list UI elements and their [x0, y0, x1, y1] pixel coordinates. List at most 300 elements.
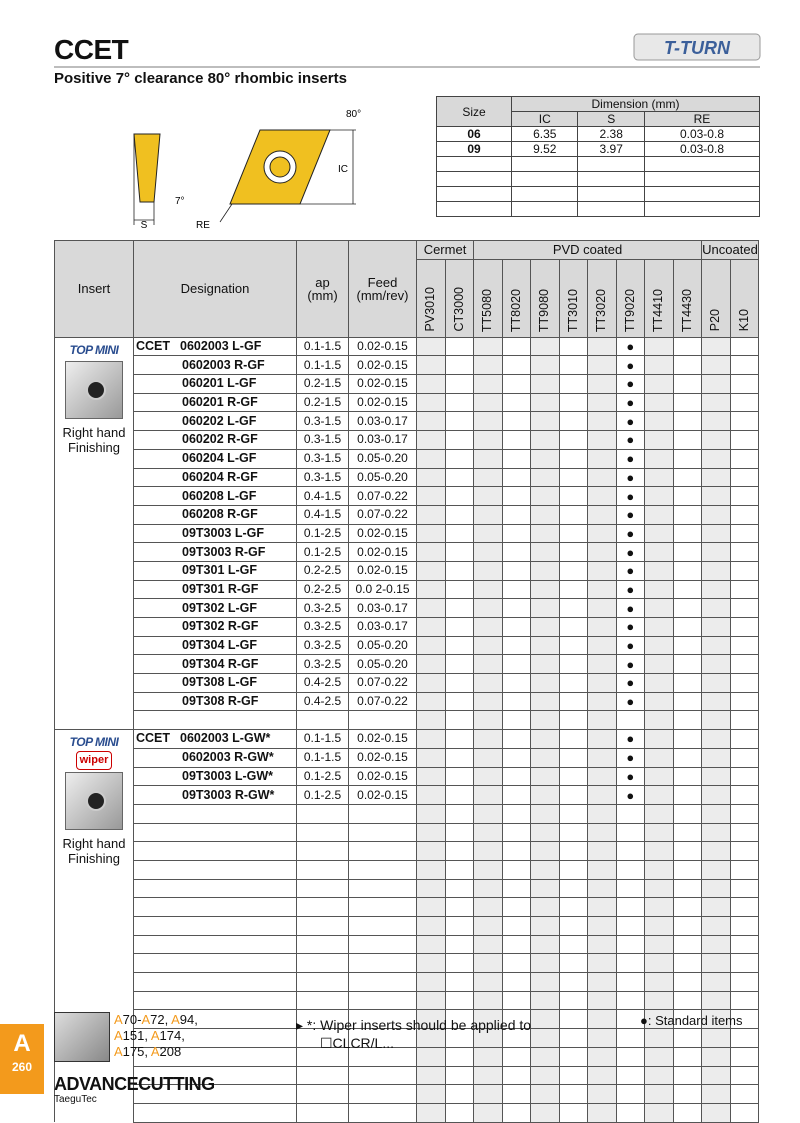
grade-cell	[730, 543, 759, 562]
grade-cell	[645, 543, 674, 562]
feed-cell: 0.02-0.15	[349, 356, 417, 375]
grade-cell	[730, 917, 759, 936]
grade-cell	[445, 505, 474, 524]
grade-header	[673, 259, 702, 337]
grade-cell	[702, 1047, 731, 1066]
grade-cell	[730, 711, 759, 730]
ref-section: A	[114, 1044, 123, 1059]
grade-cell	[474, 1066, 503, 1085]
table-row	[55, 711, 759, 730]
designation-cell	[134, 991, 297, 1010]
table-row	[55, 879, 759, 898]
grade-label: TT8020	[508, 288, 523, 332]
grade-cell	[474, 468, 503, 487]
grade-cell	[702, 618, 731, 637]
grade-cell	[588, 599, 617, 618]
grade-cell	[730, 468, 759, 487]
grade-cell	[702, 487, 731, 506]
grade-cell	[645, 337, 674, 356]
grade-cell	[702, 786, 731, 805]
grade-cell	[531, 1010, 560, 1029]
t-turn-logo	[632, 30, 762, 64]
grade-cell: ●	[616, 412, 645, 431]
taegutec-logo: TaeguTec	[54, 1094, 97, 1105]
grade-cell	[417, 748, 446, 767]
grade-cell: ●	[616, 543, 645, 562]
ap-cell	[297, 1085, 349, 1104]
grade-header	[702, 259, 731, 337]
grade-cell	[588, 337, 617, 356]
designation-prefix: CCET	[136, 339, 171, 354]
dimension-table	[436, 96, 760, 217]
grade-cell: ●	[616, 767, 645, 786]
grade-cell	[702, 636, 731, 655]
grade-label: TT3010	[565, 288, 580, 332]
grade-cell	[474, 935, 503, 954]
table-row	[55, 505, 759, 524]
grade-cell	[559, 991, 588, 1010]
ref-section: A	[114, 1012, 123, 1027]
grade-cell	[673, 898, 702, 917]
grade-cell	[673, 356, 702, 375]
ref-page[interactable]: 208	[159, 1044, 182, 1059]
ap-cell: 0.3-2.5	[297, 655, 349, 674]
grade-cell	[502, 1103, 531, 1122]
grade-cell: ●	[616, 337, 645, 356]
table-row	[55, 767, 759, 786]
grade-label: K10	[736, 309, 751, 332]
designation-cell	[134, 804, 297, 823]
s-header: S	[578, 112, 644, 127]
ap-cell: 0.3-2.5	[297, 599, 349, 618]
grade-cell	[588, 468, 617, 487]
grade-cell	[502, 1066, 531, 1085]
ap-header: ap (mm)	[297, 241, 349, 338]
ref-section: A	[141, 1012, 151, 1027]
grade-cell	[730, 561, 759, 580]
grade-cell	[645, 748, 674, 767]
grade-cell	[502, 580, 531, 599]
grade-cell	[702, 431, 731, 450]
grade-cell	[673, 860, 702, 879]
grade-cell	[616, 842, 645, 861]
grade-cell	[531, 655, 560, 674]
grade-cell	[673, 935, 702, 954]
page-subtitle: Positive 7° clearance 80° rhombic inserts	[54, 70, 347, 87]
designation-cell: 060201 L-GF	[134, 375, 297, 394]
grade-cell	[702, 991, 731, 1010]
grade-cell	[588, 375, 617, 394]
grade-cell	[588, 767, 617, 786]
designation-cell: 060208 L-GF	[134, 487, 297, 506]
grade-cell	[417, 468, 446, 487]
grade-cell	[645, 879, 674, 898]
table-row	[55, 898, 759, 917]
table-row	[55, 543, 759, 562]
ap-cell	[297, 917, 349, 936]
header-divider	[54, 66, 760, 68]
grade-cell	[730, 898, 759, 917]
grade-cell	[531, 860, 560, 879]
feed-cell: 0.05-0.20	[349, 468, 417, 487]
feed-cell	[349, 711, 417, 730]
grade-cell	[445, 636, 474, 655]
grade-cell	[645, 1047, 674, 1066]
grade-cell	[559, 449, 588, 468]
ref-section: A	[171, 1012, 180, 1027]
grade-cell	[531, 1066, 560, 1085]
grade-cell	[417, 917, 446, 936]
grade-cell	[417, 618, 446, 637]
grade-cell	[474, 954, 503, 973]
designation-cell: 0602003 R-GW*	[134, 748, 297, 767]
grade-label: PV3010	[423, 287, 438, 332]
corner-angle-label: 80°	[346, 109, 362, 120]
grade-cell	[673, 767, 702, 786]
grade-cell	[588, 879, 617, 898]
table-row	[55, 449, 759, 468]
grade-cell	[702, 1066, 731, 1085]
grade-cell: ●	[616, 655, 645, 674]
grade-cell	[673, 1029, 702, 1048]
ap-cell: 0.3-1.5	[297, 468, 349, 487]
grade-cell	[645, 393, 674, 412]
size-cell: 09	[437, 142, 512, 157]
grade-cell	[645, 580, 674, 599]
grade-cell	[673, 786, 702, 805]
table-row	[55, 786, 759, 805]
grade-cell	[673, 375, 702, 394]
logo-text: T-TURN	[664, 38, 730, 58]
grade-cell	[616, 711, 645, 730]
grade-cell	[531, 748, 560, 767]
grade-cell	[645, 636, 674, 655]
feed-cell: 0.02-0.15	[349, 748, 417, 767]
grade-cell	[588, 730, 617, 749]
grade-cell	[616, 860, 645, 879]
wiper-note-line1: ▸ *: Wiper inserts should be applied to	[296, 1017, 532, 1033]
ap-cell: 0.3-2.5	[297, 636, 349, 655]
grade-cell	[673, 842, 702, 861]
grade-cell	[531, 973, 560, 992]
grade-cell	[559, 505, 588, 524]
grade-cell	[673, 674, 702, 693]
feed-cell	[349, 1066, 417, 1085]
grade-cell	[474, 674, 503, 693]
grade-cell	[730, 767, 759, 786]
grade-cell	[588, 804, 617, 823]
grade-cell	[645, 487, 674, 506]
grade-cell	[559, 412, 588, 431]
grade-cell	[474, 505, 503, 524]
designation-cell	[134, 860, 297, 879]
table-row	[55, 412, 759, 431]
grade-cell	[702, 561, 731, 580]
re-cell: 0.03-0.8	[644, 142, 759, 157]
grade-cell	[702, 655, 731, 674]
grade-cell	[645, 898, 674, 917]
grade-cell	[531, 356, 560, 375]
grade-cell	[730, 1029, 759, 1048]
grade-cell	[531, 337, 560, 356]
ref-page[interactable]: 72,	[150, 1012, 172, 1027]
grade-cell	[417, 879, 446, 898]
grade-cell	[445, 917, 474, 936]
grade-cell	[559, 431, 588, 450]
grade-cell	[645, 524, 674, 543]
grade-label: CT3000	[451, 287, 466, 332]
grade-header	[730, 259, 759, 337]
grade-cell	[474, 636, 503, 655]
ap-cell: 0.4-1.5	[297, 487, 349, 506]
grade-cell	[616, 991, 645, 1010]
grade-cell	[730, 1066, 759, 1085]
grade-cell	[531, 431, 560, 450]
table-row	[55, 393, 759, 412]
grade-cell	[673, 487, 702, 506]
grade-cell	[531, 730, 560, 749]
grade-cell	[559, 1047, 588, 1066]
feed-header: Feed (mm/rev)	[349, 241, 417, 338]
designation-cell: 09T302 R-GF	[134, 618, 297, 637]
grade-cell	[417, 730, 446, 749]
grade-cell	[559, 337, 588, 356]
grade-cell	[531, 599, 560, 618]
grade-cell	[588, 412, 617, 431]
grade-header	[474, 259, 503, 337]
grade-cell	[445, 487, 474, 506]
grade-cell	[559, 1029, 588, 1048]
grade-cell	[588, 973, 617, 992]
grade-cell	[445, 804, 474, 823]
grade-cell	[417, 337, 446, 356]
grade-cell	[730, 674, 759, 693]
feed-cell: 0.02-0.15	[349, 561, 417, 580]
ap-cell: 0.2-1.5	[297, 393, 349, 412]
table-row	[55, 561, 759, 580]
grade-cell	[645, 655, 674, 674]
grade-cell	[702, 599, 731, 618]
grade-cell	[559, 524, 588, 543]
ap-cell	[297, 973, 349, 992]
grade-cell	[474, 973, 503, 992]
ref-section: A	[150, 1044, 160, 1059]
grade-cell	[730, 524, 759, 543]
grade-cell	[645, 767, 674, 786]
grade-cell	[445, 543, 474, 562]
ic-cell: 6.35	[512, 127, 578, 142]
grade-cell	[531, 375, 560, 394]
grade-cell	[445, 879, 474, 898]
top-mini-logo: TOP MINI	[69, 735, 119, 750]
grade-cell	[702, 767, 731, 786]
grade-cell	[702, 917, 731, 936]
grade-cell	[588, 898, 617, 917]
grade-cell	[445, 1085, 474, 1104]
grade-cell	[474, 748, 503, 767]
grade-cell	[559, 468, 588, 487]
ref-section: A	[114, 1028, 123, 1043]
designation-cell: 060204 R-GF	[134, 468, 297, 487]
designation-prefix: CCET	[136, 731, 171, 746]
ref-section: A	[150, 1028, 160, 1043]
designation-cell: 0602003 R-GF	[134, 356, 297, 375]
grade-cell	[645, 991, 674, 1010]
grade-cell	[730, 505, 759, 524]
grade-cell	[531, 468, 560, 487]
grade-cell	[673, 337, 702, 356]
insert-cell	[55, 730, 134, 1122]
grade-cell	[531, 487, 560, 506]
grade-cell	[445, 393, 474, 412]
grade-cell	[559, 599, 588, 618]
ap-cell: 0.4-1.5	[297, 505, 349, 524]
grade-header	[445, 259, 474, 337]
feed-cell	[349, 860, 417, 879]
grade-cell	[417, 692, 446, 711]
feed-cell: 0.05-0.20	[349, 449, 417, 468]
ap-cell: 0.1-2.5	[297, 543, 349, 562]
grade-cell	[531, 786, 560, 805]
grade-cell	[417, 636, 446, 655]
feed-cell: 0.03-0.17	[349, 618, 417, 637]
insert-table	[54, 240, 759, 1123]
grade-cell	[673, 636, 702, 655]
grade-cell	[616, 1085, 645, 1104]
grade-cell	[502, 879, 531, 898]
grade-cell	[417, 524, 446, 543]
ref-page[interactable]: 175,	[122, 1044, 151, 1059]
page-title: CCET	[54, 34, 129, 65]
designation-code: 0602003 L-GW*	[180, 731, 271, 746]
grade-cell	[502, 375, 531, 394]
uncoated-header: Uncoated	[702, 242, 758, 258]
feed-cell: 0.02-0.15	[349, 393, 417, 412]
grade-cell	[531, 674, 560, 693]
grade-label: TT5080	[480, 288, 495, 332]
grade-cell	[474, 543, 503, 562]
grade-cell	[445, 674, 474, 693]
grade-cell	[417, 1103, 446, 1122]
size-cell: 06	[437, 127, 512, 142]
designation-cell	[134, 823, 297, 842]
grade-header	[645, 259, 674, 337]
grade-cell	[730, 1103, 759, 1122]
grade-cell	[445, 711, 474, 730]
grade-cell	[616, 1066, 645, 1085]
grade-cell	[445, 991, 474, 1010]
grade-cell	[702, 748, 731, 767]
grade-cell: ●	[616, 561, 645, 580]
grade-cell	[445, 599, 474, 618]
grade-cell	[417, 674, 446, 693]
grade-cell	[559, 636, 588, 655]
page-number: 260	[11, 1060, 33, 1074]
grade-cell	[502, 935, 531, 954]
grade-header	[502, 259, 531, 337]
grade-cell	[474, 786, 503, 805]
feed-cell	[349, 991, 417, 1010]
grade-cell	[645, 618, 674, 637]
grade-cell	[702, 879, 731, 898]
grade-cell	[445, 786, 474, 805]
grade-cell	[417, 1066, 446, 1085]
grade-cell	[588, 449, 617, 468]
grade-cell	[730, 337, 759, 356]
grade-cell	[531, 618, 560, 637]
designation-cell: 09T301 R-GF	[134, 580, 297, 599]
grade-cell	[445, 823, 474, 842]
grade-cell	[645, 468, 674, 487]
grade-cell	[645, 674, 674, 693]
grade-cell	[616, 1029, 645, 1048]
table-row	[55, 917, 759, 936]
grade-cell	[645, 954, 674, 973]
grade-cell	[531, 1029, 560, 1048]
grade-header	[559, 259, 588, 337]
table-row	[55, 748, 759, 767]
grade-cell	[502, 337, 531, 356]
s-cell: 3.97	[578, 142, 644, 157]
grade-cell	[588, 1047, 617, 1066]
ap-cell	[297, 860, 349, 879]
table-row	[55, 468, 759, 487]
grade-cell	[588, 580, 617, 599]
ap-cell: 0.2-2.5	[297, 561, 349, 580]
top-mini-logo: TOP MINI	[69, 342, 119, 357]
ref-page[interactable]: 70-	[122, 1012, 142, 1027]
grade-cell	[559, 860, 588, 879]
grade-cell	[616, 898, 645, 917]
feed-cell: 0.02-0.15	[349, 786, 417, 805]
grade-cell	[559, 730, 588, 749]
grade-cell	[417, 860, 446, 879]
ic-header: IC	[512, 112, 578, 127]
ref-page[interactable]: 174,	[159, 1028, 185, 1043]
grade-cell	[474, 1103, 503, 1122]
grade-cell	[730, 636, 759, 655]
grade-cell	[673, 524, 702, 543]
grade-cell	[702, 580, 731, 599]
cermet-header: Cermet	[417, 241, 474, 260]
grade-cell	[730, 954, 759, 973]
grade-cell	[559, 804, 588, 823]
ap-cell: 0.2-2.5	[297, 580, 349, 599]
grade-cell	[645, 823, 674, 842]
ref-page[interactable]: 151,	[122, 1028, 151, 1043]
feed-cell	[349, 842, 417, 861]
designation-cell	[134, 711, 297, 730]
grade-cell	[645, 917, 674, 936]
grade-cell	[502, 561, 531, 580]
ref-page[interactable]: 94,	[179, 1012, 198, 1027]
section-letter: A	[13, 1030, 31, 1057]
grade-cell	[730, 786, 759, 805]
grade-header	[616, 259, 645, 337]
grade-cell	[702, 1103, 731, 1122]
designation-cell	[134, 973, 297, 992]
grade-cell	[474, 487, 503, 506]
grade-label: P20	[708, 309, 723, 332]
grade-cell	[673, 711, 702, 730]
grade-cell	[645, 561, 674, 580]
insert-cell	[55, 337, 134, 729]
grade-cell	[474, 580, 503, 599]
grade-label: TT9020	[622, 288, 637, 332]
grade-header	[588, 259, 617, 337]
grade-cell	[588, 393, 617, 412]
feed-cell: 0.02-0.15	[349, 543, 417, 562]
